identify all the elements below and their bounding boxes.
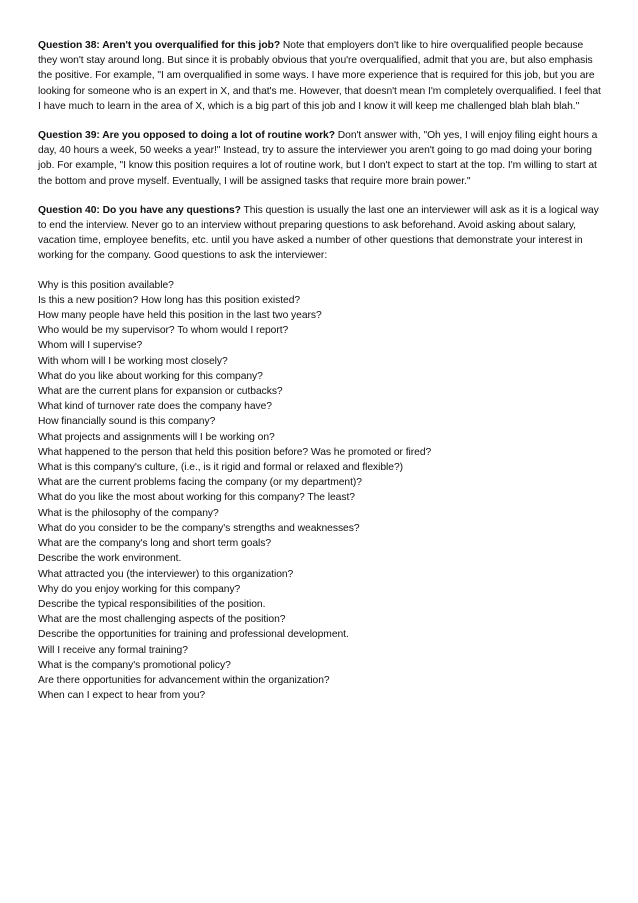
document-page: [38, 38, 602, 703]
list-item: How financially sound is this company?: [38, 416, 216, 428]
list-item: What is this company's culture, (i.e., is it rigid and formal or relaxed and flexible?): [38, 462, 404, 474]
list-item: Describe the work environment.: [38, 553, 182, 565]
list-item: What happened to the person that held this position before? Was he promoted or fired?: [38, 446, 432, 458]
interviewer-questions-list: [38, 278, 602, 704]
list-item: What is the company's promotional policy?: [38, 659, 231, 671]
list-item: Is this a new position? How long has this position existed?: [38, 294, 301, 306]
list-item: With whom will I be working most closely?: [38, 355, 228, 367]
list-item: What kind of turnover rate does the company have?: [38, 401, 272, 413]
list-item: What are the company's long and short term goals?: [38, 538, 272, 550]
question-38-heading: Question 38: Aren't you overqualified for this job?: [38, 40, 281, 51]
question-40-paragraph: [38, 203, 602, 264]
list-item: What do you like about working for this company?: [38, 370, 263, 382]
list-item: Are there opportunities for advancement within the organization?: [38, 674, 330, 686]
question-38-paragraph: [38, 38, 602, 114]
list-item: Will I receive any formal training?: [38, 644, 188, 656]
question-40-heading: Question 40: Do you have any questions?: [38, 204, 241, 216]
question-40-answer: This question is usually the last one an interviewer will ask as it is a logical way to end the interview. Never go to an interview without preparing questions to ask beforehand. Avoid asking about salary, vacation time, employee benefits, etc. until you have asked a number of other questions that demonstrate your interest in working for the company. Good questions to ask the interviewer:: [38, 204, 599, 262]
list-item: When can I expect to hear from you?: [38, 690, 206, 702]
list-item: What do you like the most about working for this company? The least?: [38, 492, 355, 504]
list-item: What are the current plans for expansion or cutbacks?: [38, 386, 283, 398]
list-item: How many people have held this position in the last two years?: [38, 310, 322, 322]
question-39-heading: Question 39: Are you opposed to doing a lot of routine work?: [38, 130, 335, 142]
list-item: What is the philosophy of the company?: [38, 507, 219, 519]
list-item: Who would be my supervisor? To whom would I report?: [38, 325, 289, 337]
list-item: What are the current problems facing the company (or my department)?: [38, 477, 362, 489]
list-item: What do you consider to be the company's strengths and weaknesses?: [38, 522, 360, 534]
list-item: Describe the opportunities for training and professional development.: [38, 629, 349, 641]
list-item: What projects and assignments will I be working on?: [38, 431, 275, 443]
question-39-answer: Don't answer with, "Oh yes, I will enjoy filing eight hours a day, 40 hours a week, 50 weeks a year!" Instead, try to assure the interviewer you aren't going to go mad doing your boring job. For example, "I know this position requires a lot of routine work, but I don't expect to start at the top. I'm willing to start at the bottom and prove myself. Eventually, I will be assigned tasks that require more brain power.": [38, 130, 598, 187]
list-item: Why do you enjoy working for this company?: [38, 583, 241, 595]
question-38-answer: Note that employers don't like to hire overqualified people because they won't stay around long. But since it is probably obvious that you're overqualified, admit that you are, but also emphasis the positive. For example, "I am overqualified in some ways. I have more experience that is required for this job, but you are looking for someone who is an expert in X, and that's me. However, that doesn't mean I'm completely overqualified. I feel that I have much to learn in the area of X, which is a big part of this job and I know it will keep me challenged blah blah blah.": [38, 40, 601, 112]
question-39-paragraph: [38, 128, 602, 189]
list-item: Describe the typical responsibilities of the position.: [38, 598, 266, 610]
list-item: Why is this position available?: [38, 279, 174, 291]
list-item: What are the most challenging aspects of the position?: [38, 614, 286, 626]
list-item: What attracted you (the interviewer) to this organization?: [38, 568, 294, 580]
list-item: Whom will I supervise?: [38, 340, 143, 352]
